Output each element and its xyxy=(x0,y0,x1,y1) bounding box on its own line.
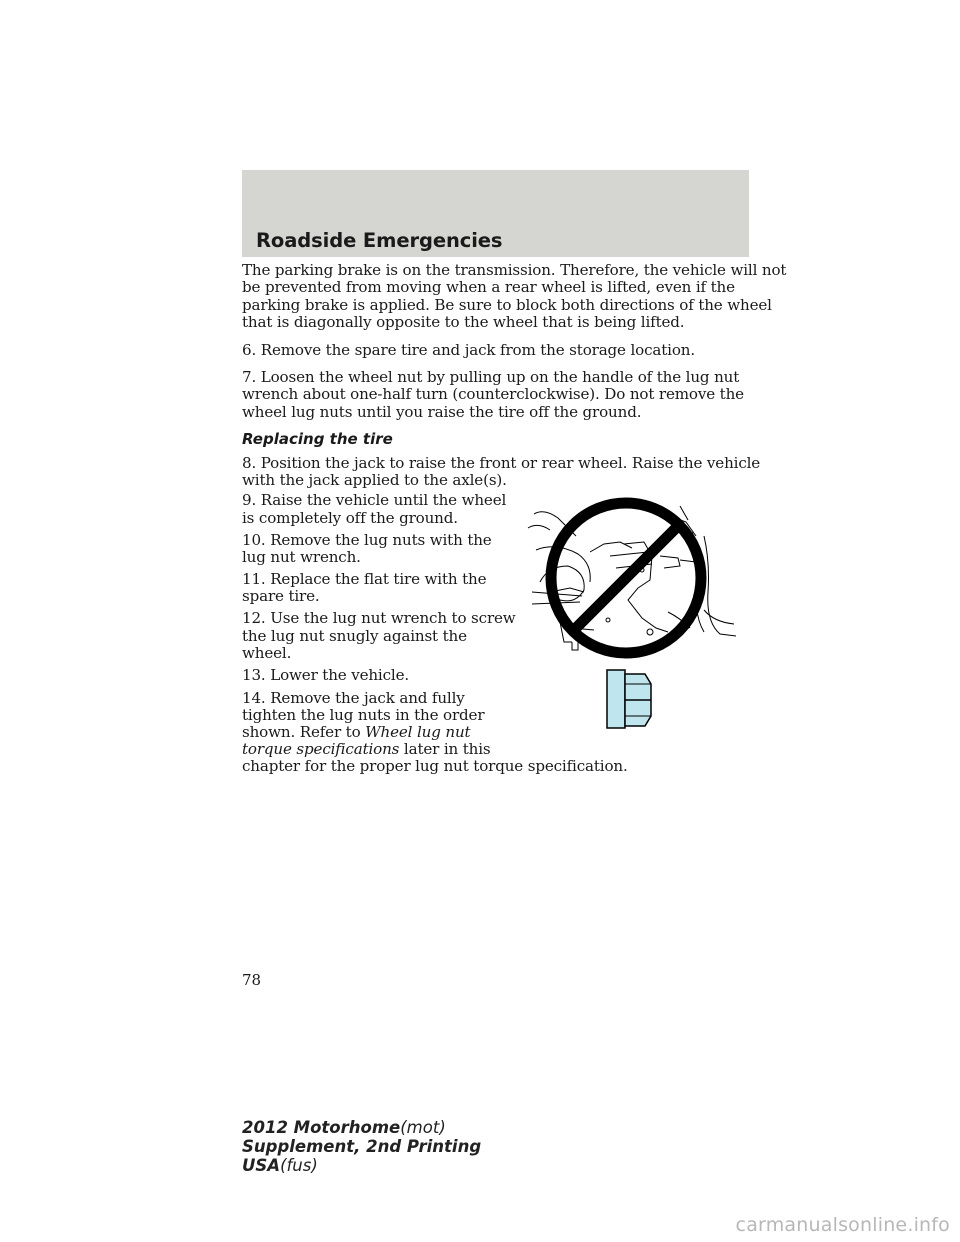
paragraph-line: that is diagonally opposite to the wheel that is being lifted. xyxy=(242,313,685,331)
footer-model: 2012 Motorhome xyxy=(242,1118,401,1137)
section-title: Roadside Emergencies xyxy=(256,229,503,252)
step-7-line: wrench about one-half turn (counterclockwise). Do not remove the xyxy=(242,385,744,403)
cross-reference-link: Wheel lug nut xyxy=(365,723,471,741)
footer-market: USA xyxy=(242,1156,281,1175)
step-11-line: spare tire. xyxy=(242,587,320,605)
step-8-line: with the jack applied to the axle(s). xyxy=(242,471,507,489)
prohibited-jack-placement-icon xyxy=(520,492,742,666)
footer-line xyxy=(242,1137,481,1156)
footer-line xyxy=(242,1118,446,1137)
footer-line xyxy=(242,1156,318,1175)
lug-nut-icon xyxy=(605,668,655,738)
step-14-line xyxy=(242,724,470,741)
step-7-line: 7. Loosen the wheel nut by pulling up on the handle of the lug nut xyxy=(242,368,740,386)
footer-supplement: Supplement, 2nd Printing xyxy=(242,1137,482,1156)
step-12-line: wheel. xyxy=(242,644,292,662)
footer-code: (mot) xyxy=(400,1118,446,1137)
step-8-line: 8. Position the jack to raise the front or rear wheel. Raise the vehicle xyxy=(242,454,761,472)
paragraph-line: The parking brake is on the transmission. Therefore, the vehicle will not xyxy=(242,261,787,279)
step-14-text: shown. Refer to xyxy=(242,723,366,741)
footer-code: (fus) xyxy=(280,1156,318,1175)
step-10-line: 10. Remove the lug nuts with the xyxy=(242,531,492,549)
step-6: 6. Remove the spare tire and jack from the storage location. xyxy=(242,341,696,359)
step-10-line: lug nut wrench. xyxy=(242,548,361,566)
cross-reference-link: torque specifications xyxy=(242,740,400,758)
step-14-text: later in this xyxy=(399,740,491,758)
watermark: carmanualsonline.info xyxy=(735,1214,950,1236)
step-14-line: tighten the lug nuts in the order xyxy=(242,706,485,724)
step-12-line: the lug nut snugly against the xyxy=(242,627,467,645)
step-14-line xyxy=(242,741,491,758)
subheading: Replacing the tire xyxy=(242,430,393,448)
step-14-line: chapter for the proper lug nut torque specification. xyxy=(242,757,628,775)
step-12-line: 12. Use the lug nut wrench to screw xyxy=(242,609,516,627)
page-number: 78 xyxy=(242,971,262,989)
paragraph-line: be prevented from moving when a rear wheel is lifted, even if the xyxy=(242,278,735,296)
step-9-line: is completely off the ground. xyxy=(242,509,458,527)
step-13: 13. Lower the vehicle. xyxy=(242,666,410,684)
step-11-line: 11. Replace the flat tire with the xyxy=(242,570,487,588)
step-9-line: 9. Raise the vehicle until the wheel xyxy=(242,491,507,509)
step-14-line: 14. Remove the jack and fully xyxy=(242,689,465,707)
paragraph-line: parking brake is applied. Be sure to block both directions of the wheel xyxy=(242,296,772,314)
step-7-line: wheel lug nuts until you raise the tire off the ground. xyxy=(242,403,642,421)
